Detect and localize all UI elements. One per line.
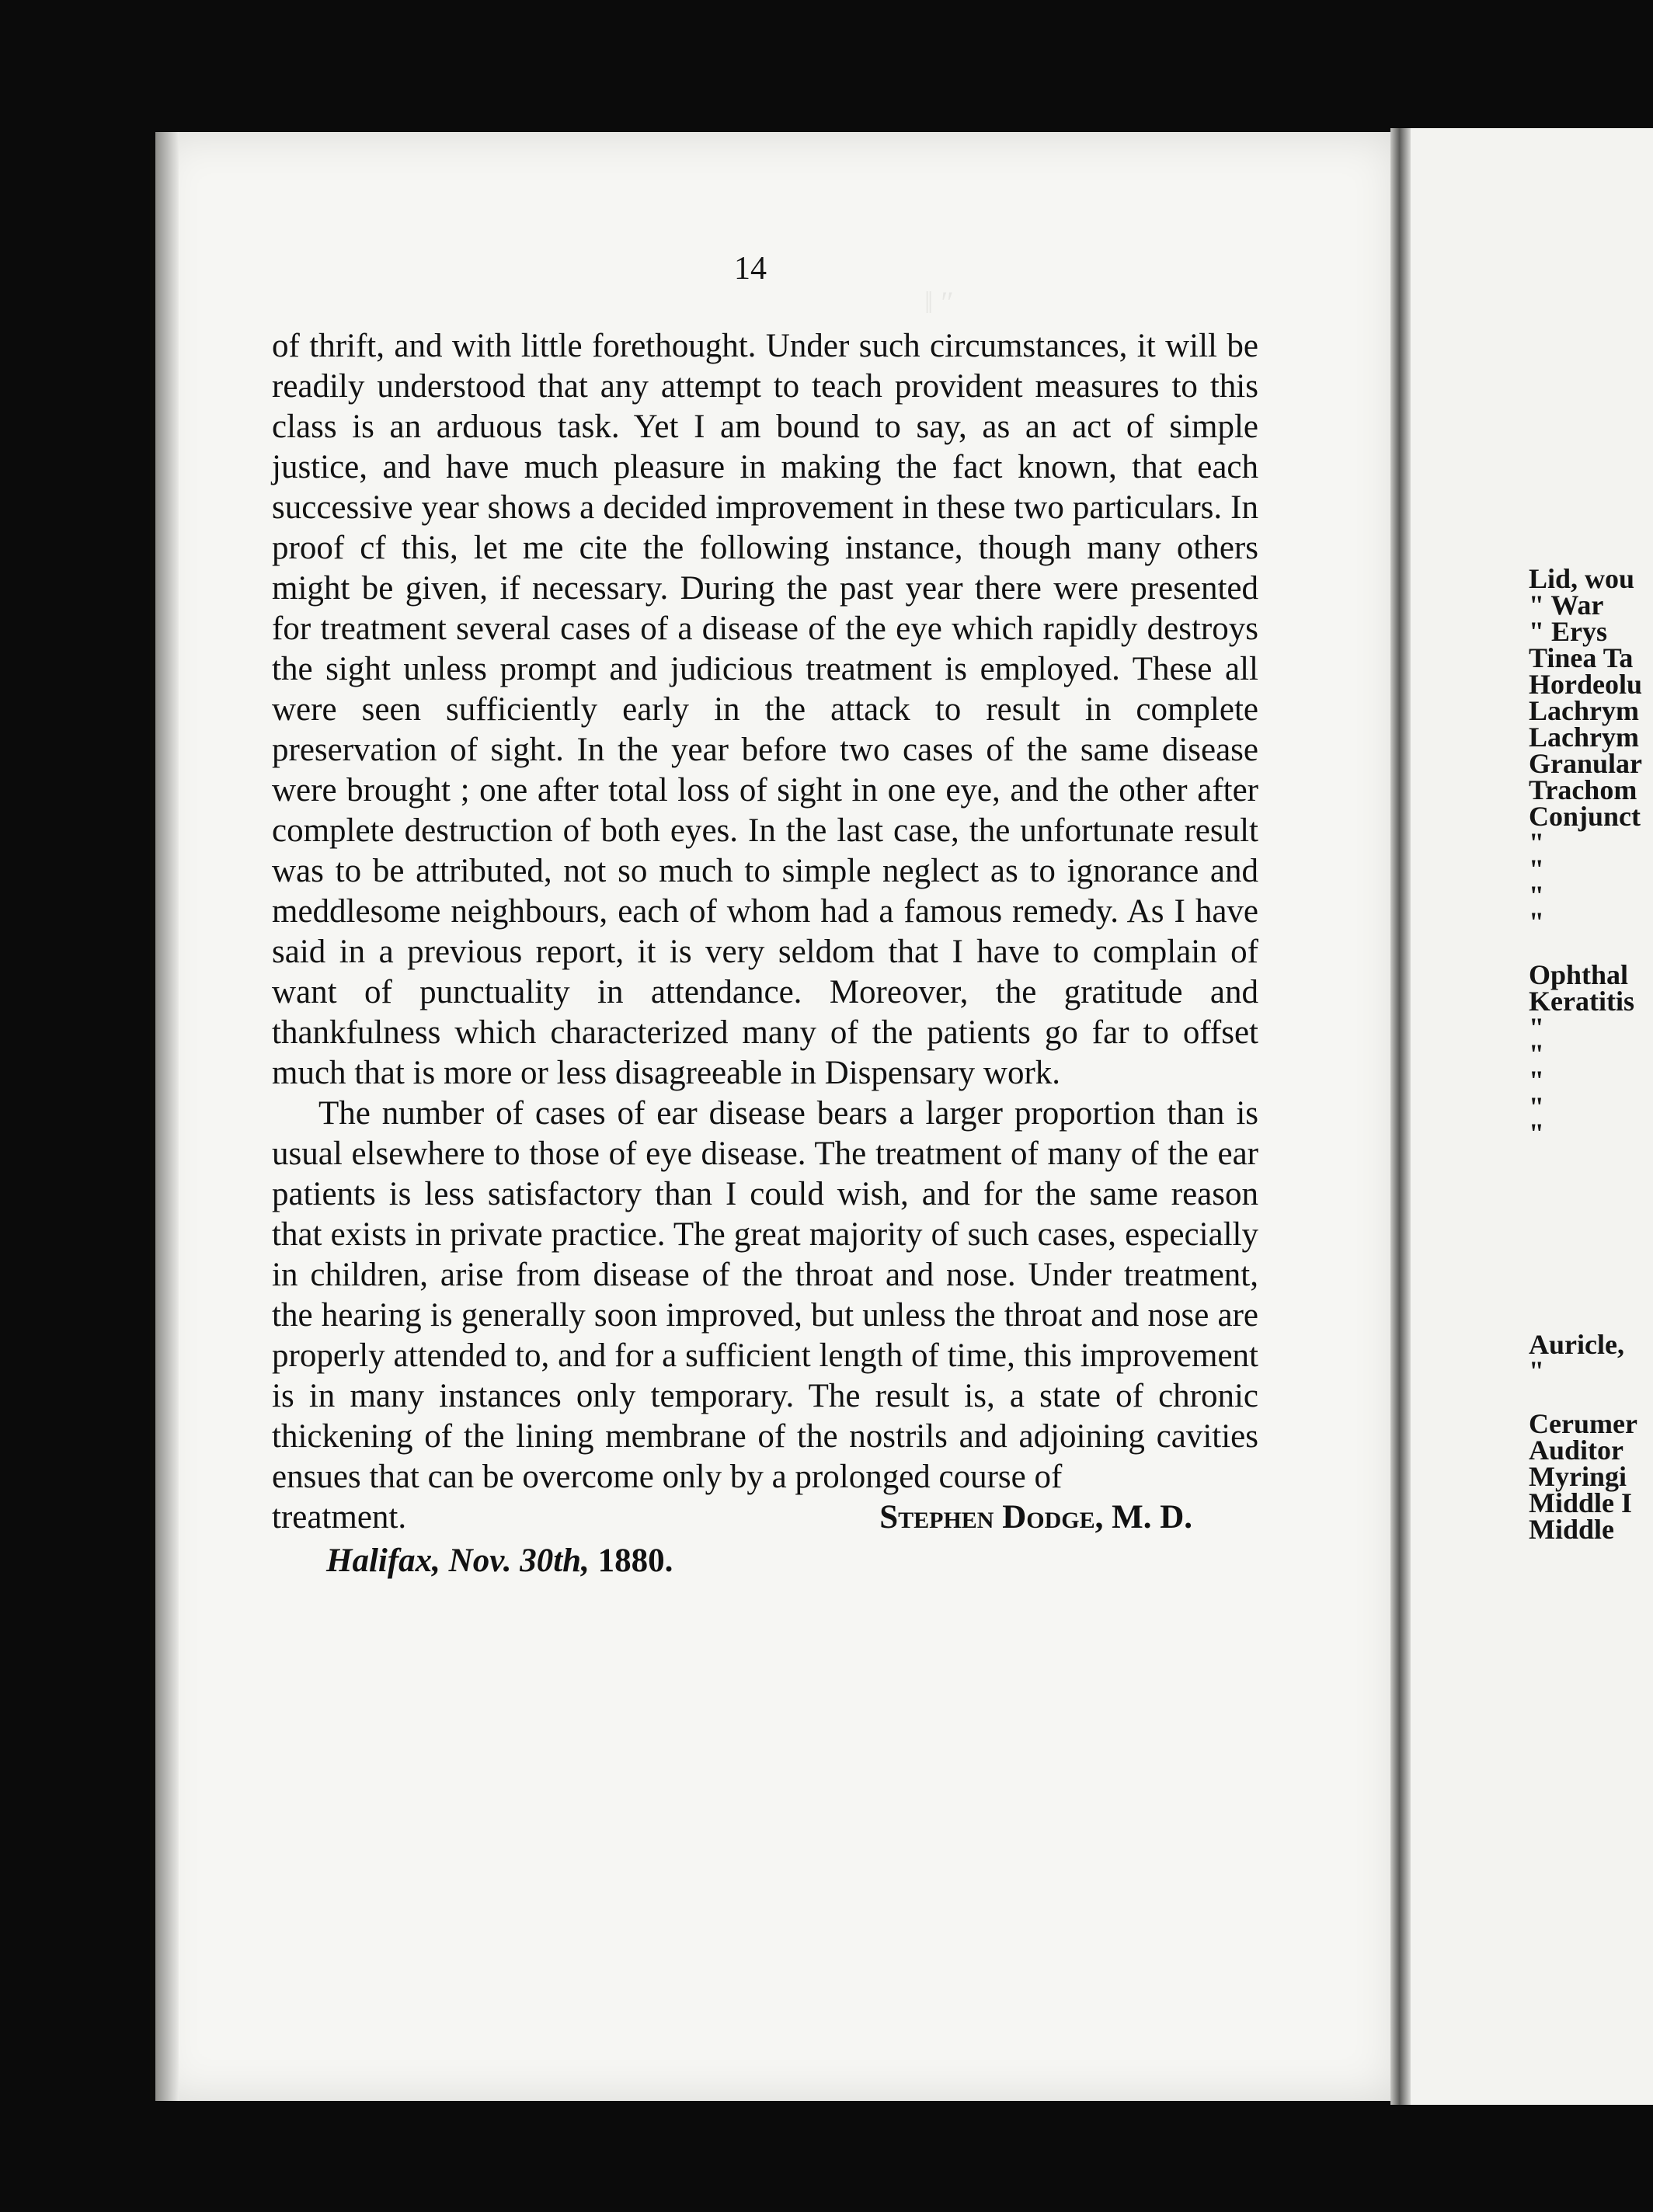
facing-list-item — [1529, 1146, 1642, 1173]
page-body — [272, 326, 1258, 1581]
facing-list-item: Middle I — [1529, 1487, 1633, 1518]
left-page-edge — [155, 132, 179, 2101]
facing-list-item: " — [1529, 1012, 1544, 1043]
author-credentials: , M. D. — [1094, 1499, 1192, 1536]
facing-list-item: Lachrym — [1529, 695, 1639, 726]
author-signature — [879, 1497, 1192, 1538]
book-gutter — [1390, 128, 1411, 2105]
facing-list-item: Auricle, — [1529, 1329, 1624, 1360]
show-through-text: ‖ ″ — [924, 285, 954, 320]
facing-list-item: " — [1529, 880, 1544, 911]
closing-word: treatment. — [272, 1499, 407, 1536]
author-name: Stephen Dodge — [879, 1499, 1095, 1536]
facing-list-item: Granular — [1529, 748, 1643, 779]
facing-list-item: Auditor — [1529, 1435, 1624, 1466]
dateline-year: 1880. — [597, 1542, 673, 1579]
page-number: 14 — [734, 251, 767, 287]
facing-list-item — [1529, 1305, 1642, 1331]
signature-line — [272, 1497, 1258, 1538]
facing-list-item: " Erys — [1529, 616, 1607, 647]
dateline-place-date: Halifax, Nov. 30th, — [326, 1542, 590, 1579]
facing-list-item: Middle — [1529, 1514, 1615, 1545]
facing-list-item: " — [1529, 1118, 1544, 1149]
facing-list-item: Ophthal — [1529, 959, 1629, 990]
facing-list-item — [1529, 1173, 1642, 1199]
facing-page-list — [1529, 563, 1643, 1545]
paragraph-1: of thrift, and with little forethought. Under such circumstances, it will be readily understood that any attempt to teach provident measures to this class is an arduous task. Yet I am bound to say, as an act of simple justice, and have much pleasure in making the fact known, that each successive year shows a decided improvement in these two particulars. In proof cf this, let me cite the following instance, though many others might be given, if necessary. During the past year there were presented for treatment several cases of a disease of the eye which rapidly destroys the sight unless prompt and judicious treatment is employed. These all were seen sufficiently early in the attack to result in complete preservation of sight. In the year before two cases of the same disease were brought ; one after total loss of sight in one eye, and the other after complete destruction of both eyes. In the last case, the unfortunate result was to be attributed, not so much to simple neglect as to ignorance and meddlesome neighbours, each of whom had a famous remedy. As I have said in a previous report, it is very seldom that I have to complain of want of punctuality in attendance. Moreover, the gratitude and thankfulness which characterized many of the patients go far to offset much that is more or less disagreeable in Dispensary work. — [272, 328, 1258, 1091]
facing-list-item — [1529, 1226, 1642, 1252]
facing-list-item: Tinea Ta — [1529, 642, 1634, 673]
facing-list-item: " War — [1529, 590, 1604, 621]
facing-list-item: Lachrym — [1529, 722, 1639, 753]
facing-list-item: Keratitis — [1529, 986, 1634, 1017]
facing-list-item: Myringi — [1529, 1461, 1627, 1492]
facing-list-item: Trachom — [1529, 774, 1637, 805]
facing-list-item: Lid, wou — [1529, 563, 1635, 594]
facing-list-item — [1529, 1278, 1642, 1305]
facing-list-item: " — [1529, 1355, 1544, 1386]
facing-list-item: Conjunct — [1529, 801, 1641, 832]
facing-list-item: Hordeolu — [1529, 669, 1643, 700]
facing-list-item: " — [1529, 1065, 1544, 1096]
facing-list-item: " — [1529, 827, 1544, 858]
facing-list-item: Cerumer — [1529, 1408, 1637, 1439]
facing-list-item: " — [1529, 854, 1544, 885]
facing-list-item — [1529, 1252, 1642, 1278]
facing-list-item: " — [1529, 906, 1544, 937]
paragraph-2: The number of cases of ear disease bears a larger proportion than is usual elsewhere to those of eye disease. The treatment of many of the ear patients is less satisfactory than I could wish, and for the same reason that exists in private practice. The great majority of such cases, especially in children, arise from disease of the throat and nose. Under treatment, the hearing is generally soon improved, but unless the throat and nose are properly attended to, and for a sufficient length of time, this improvement is in many instances only temporary. The result is, a state of chronic thickening of the lining membrane of the nostrils and adjoining cavities ensues that can be overcome only by a prolonged course of — [272, 1095, 1258, 1495]
dateline — [272, 1541, 1258, 1581]
facing-list-item — [1529, 1384, 1642, 1410]
facing-list-item — [1529, 1199, 1642, 1226]
facing-list-item: " — [1529, 1038, 1544, 1069]
facing-list-item — [1529, 935, 1642, 962]
facing-list-item: " — [1529, 1091, 1544, 1122]
